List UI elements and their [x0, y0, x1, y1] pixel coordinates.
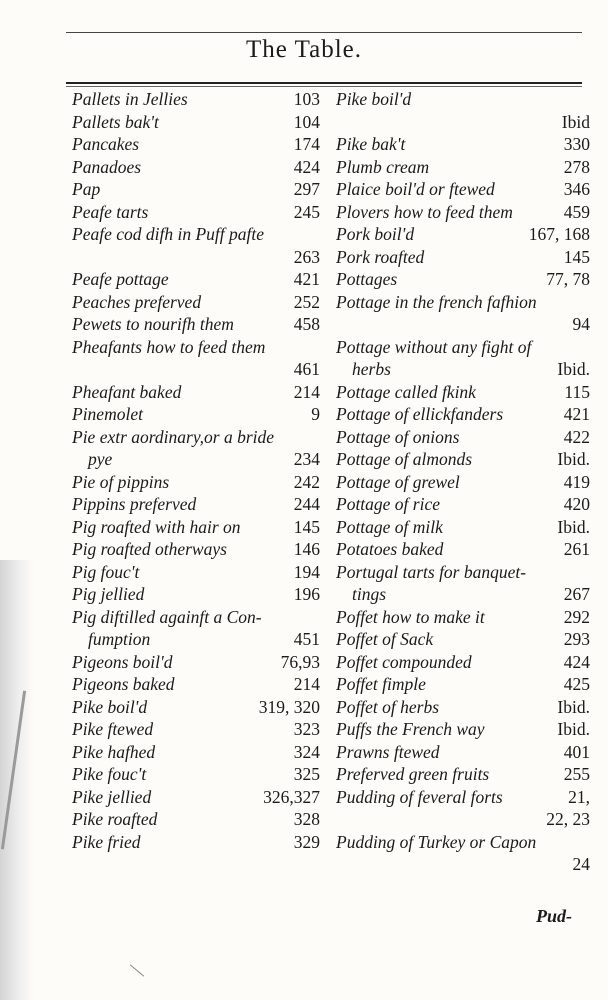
entry-name: Pottage of grewel	[336, 471, 460, 492]
index-entry	[336, 358, 590, 381]
entry-name: Portugal tarts for banquet-	[336, 561, 527, 582]
entry-page: 214	[293, 674, 320, 694]
index-entry	[72, 583, 320, 606]
index-entry	[336, 651, 590, 674]
entry-page: 461	[293, 359, 320, 379]
index-entry	[72, 493, 320, 516]
entry-page: 325	[293, 764, 320, 784]
entry-page: 329	[293, 831, 320, 852]
entry-page: 297	[293, 179, 320, 199]
entry-page: 9	[311, 404, 320, 424]
index-entry	[336, 538, 590, 561]
entry-page: 103	[293, 89, 320, 109]
index-entry	[72, 628, 320, 651]
entry-page: 346	[563, 179, 590, 199]
index-entry	[72, 291, 320, 314]
entry-page: Ibid.	[557, 449, 590, 469]
entry-name: tings	[352, 584, 387, 604]
entry-page: 234	[293, 449, 320, 469]
entry-name: Pike boil'd	[72, 696, 148, 717]
entry-name: Pottage in the french fafhion	[336, 291, 537, 312]
entry-name: Puffs the French way	[336, 719, 485, 739]
index-entry	[72, 808, 320, 831]
entry-name: Prawns ftewed	[336, 741, 440, 762]
index-entry	[336, 426, 590, 449]
index-entry	[336, 696, 590, 719]
entry-page: Ibid	[561, 111, 590, 132]
adjacent-page-edge	[0, 560, 34, 1000]
index-entry	[72, 516, 320, 539]
entry-page: Ibid.	[557, 696, 590, 717]
index-entry	[72, 88, 320, 111]
index-entry	[72, 358, 320, 381]
entry-name: Pike hafhed	[72, 741, 156, 762]
index-entry	[72, 718, 320, 741]
entry-name: Peaches preferved	[72, 291, 202, 312]
index-entry	[336, 201, 590, 224]
entry-page: 401	[563, 741, 590, 762]
entry-page: 245	[293, 201, 320, 222]
entry-name: Poffet compounded	[336, 651, 472, 672]
entry-page: 263	[293, 246, 320, 267]
entry-name: Pottage of rice	[336, 494, 441, 514]
index-entry	[336, 493, 590, 516]
entry-name: Pie extr aordinary,or a bride	[72, 426, 275, 447]
entry-name: Pig roafted with hair on	[72, 516, 241, 537]
index-column-left	[72, 88, 320, 853]
entry-name: Pike fried	[72, 831, 141, 852]
entry-name: Peafe pottage	[72, 269, 169, 289]
entry-name: Pie of pippins	[72, 471, 170, 492]
entry-page: 214	[293, 381, 320, 402]
entry-name: fumption	[88, 629, 151, 649]
index-entry	[72, 403, 320, 426]
index-entry	[72, 448, 320, 471]
index-entry	[72, 156, 320, 179]
entry-page: 145	[293, 516, 320, 537]
entry-page: 420	[563, 494, 590, 514]
index-entry	[72, 178, 320, 201]
index-entry	[72, 831, 320, 854]
entry-name: Poffet of Sack	[336, 629, 434, 649]
index-entry	[72, 246, 320, 269]
entry-name: Pap	[72, 179, 101, 199]
header-rule	[66, 82, 582, 87]
entry-name: Plovers how to feed them	[336, 201, 513, 222]
entry-name: pye	[88, 449, 113, 469]
entry-name: Preferved green fruits	[336, 764, 490, 784]
index-entry	[72, 336, 320, 359]
entry-page: 424	[293, 156, 320, 177]
index-entry	[72, 133, 320, 156]
index-entry	[336, 831, 590, 854]
index-entry	[72, 561, 320, 584]
index-entry	[336, 786, 590, 809]
index-entry	[72, 426, 320, 449]
entry-page: 94	[572, 314, 590, 334]
index-entry	[72, 606, 320, 629]
entry-page: 76,93	[280, 651, 320, 672]
entry-page: 421	[293, 269, 320, 289]
entry-name: herbs	[352, 359, 391, 379]
index-entry	[72, 201, 320, 224]
index-entry	[72, 268, 320, 291]
page-title: The Table.	[245, 36, 363, 63]
entry-page: 146	[293, 539, 320, 559]
entry-page: 421	[563, 404, 590, 424]
entry-name: Plumb cream	[336, 156, 430, 177]
entry-name: Pottage of ellickfanders	[336, 404, 504, 424]
entry-page: 255	[563, 764, 590, 784]
entry-page: 167, 168	[528, 224, 590, 244]
index-entry	[336, 583, 590, 606]
index-entry	[336, 516, 590, 539]
index-entry	[336, 763, 590, 786]
entry-page: 22, 23	[546, 809, 590, 829]
top-rule	[66, 32, 582, 33]
entry-page: 292	[563, 606, 590, 627]
index-entry	[72, 313, 320, 336]
entry-name: Pottage called fkink	[336, 381, 476, 402]
index-entry	[72, 111, 320, 134]
entry-page: 419	[563, 471, 590, 492]
index-entry	[72, 381, 320, 404]
index-entry	[336, 606, 590, 629]
index-entry	[336, 336, 590, 359]
entry-page: 458	[293, 314, 320, 334]
entry-name: Pottage without any fight of	[336, 336, 532, 357]
entry-name: Poffet fimple	[336, 674, 426, 694]
index-entry	[336, 291, 590, 314]
entry-page: 77, 78	[546, 269, 590, 289]
index-entry	[72, 673, 320, 696]
entry-page: 21,	[568, 786, 590, 807]
entry-page: Ibid.	[557, 719, 590, 739]
index-entry	[336, 111, 590, 134]
index-entry	[336, 246, 590, 269]
entry-page: 425	[563, 674, 590, 694]
entry-name: Potatoes baked	[336, 539, 444, 559]
entry-page: 261	[563, 539, 590, 559]
entry-page: 145	[563, 246, 590, 267]
entry-page: 278	[563, 156, 590, 177]
entry-page: 459	[563, 201, 590, 222]
index-entry	[72, 763, 320, 786]
entry-name: Pike jellied	[72, 786, 152, 807]
entry-page: Ibid.	[557, 359, 590, 379]
index-entry	[336, 561, 590, 584]
entry-name: Pinemolet	[72, 404, 143, 424]
index-entry	[72, 741, 320, 764]
index-entry	[336, 156, 590, 179]
entry-page: 174	[293, 134, 320, 154]
index-entry	[336, 673, 590, 696]
entry-name: Pike fouc't	[72, 764, 147, 784]
entry-name: Pheafant baked	[72, 381, 182, 402]
entry-page: 319, 320	[258, 696, 320, 717]
index-entry	[336, 471, 590, 494]
entry-page: 293	[563, 629, 590, 649]
entry-name: Pigeons baked	[72, 674, 175, 694]
entry-page: 324	[293, 741, 320, 762]
index-entry	[72, 696, 320, 719]
entry-page: 422	[563, 426, 590, 447]
entry-page: Ibid.	[557, 516, 590, 537]
entry-name: Pottage of onions	[336, 426, 460, 447]
entry-page: 424	[563, 651, 590, 672]
index-entry	[336, 808, 590, 831]
index-entry	[72, 223, 320, 246]
index-entry	[336, 313, 590, 336]
entry-page: 330	[563, 134, 590, 154]
entry-name: Pig jellied	[72, 584, 145, 604]
entry-name: Pigeons boil'd	[72, 651, 173, 672]
index-entry	[336, 133, 590, 156]
entry-page: 194	[293, 561, 320, 582]
entry-name: Plaice boil'd or ftewed	[336, 179, 495, 199]
entry-page: 115	[564, 381, 590, 402]
entry-page: 104	[293, 111, 320, 132]
index-entry	[336, 178, 590, 201]
entry-name: Pheafants how to feed them	[72, 336, 266, 357]
entry-name: Panadoes	[72, 156, 142, 177]
entry-name: Pancakes	[72, 134, 140, 154]
entry-page: 267	[563, 584, 590, 604]
index-entry	[336, 88, 590, 111]
index-entry	[336, 381, 590, 404]
entry-name: Pork roafted	[336, 246, 425, 267]
index-entry	[336, 403, 590, 426]
index-entry	[72, 786, 320, 809]
entry-name: Peafe tarts	[72, 201, 149, 222]
entry-name: Pudding of Turkey or Capon	[336, 831, 537, 852]
index-entry	[72, 471, 320, 494]
entry-page: 328	[293, 809, 320, 829]
entry-name: Pork boil'd	[336, 224, 415, 244]
entry-name: Pottages	[336, 269, 398, 289]
entry-page: 326,327	[263, 786, 320, 807]
index-entry	[336, 853, 590, 876]
entry-name: Pig fouc't	[72, 561, 140, 582]
index-entry	[336, 628, 590, 651]
entry-name: Pig diftilled againft a Con-	[72, 606, 262, 627]
entry-name: Pewets to nourifh them	[72, 314, 234, 334]
entry-page: 323	[293, 719, 320, 739]
entry-page: 252	[293, 291, 320, 312]
entry-name: Pig roafted otherways	[72, 539, 227, 559]
index-entry	[336, 448, 590, 471]
entry-name: Pallets in Jellies	[72, 89, 188, 109]
catchword: Pud-	[536, 906, 572, 926]
index-entry	[336, 268, 590, 291]
entry-page: 24	[572, 854, 590, 874]
entry-page: 242	[293, 471, 320, 492]
index-entry	[72, 651, 320, 674]
index-entry	[336, 718, 590, 741]
index-entry	[336, 223, 590, 246]
entry-name: Poffet of herbs	[336, 696, 440, 717]
entry-name: Pike boil'd	[336, 89, 412, 109]
index-entry	[336, 741, 590, 764]
entry-name: Pippins preferved	[72, 494, 197, 514]
entry-page: 451	[293, 629, 320, 649]
entry-name: Pike roafted	[72, 809, 158, 829]
index-entry	[72, 538, 320, 561]
entry-page: 196	[293, 584, 320, 604]
entry-name: Pallets bak't	[72, 111, 159, 132]
entry-name: Pudding of feveral forts	[336, 786, 503, 807]
stray-ink-mark	[130, 964, 144, 976]
entry-name: Peafe cod difh in Puff pafte	[72, 224, 264, 244]
entry-page: 244	[293, 494, 320, 514]
entry-name: Pike ftewed	[72, 719, 154, 739]
entry-name: Pike bak't	[336, 134, 406, 154]
entry-name: Poffet how to make it	[336, 606, 485, 627]
entry-name: Pottage of almonds	[336, 449, 473, 469]
entry-name: Pottage of milk	[336, 516, 443, 537]
index-column-right	[336, 88, 590, 876]
